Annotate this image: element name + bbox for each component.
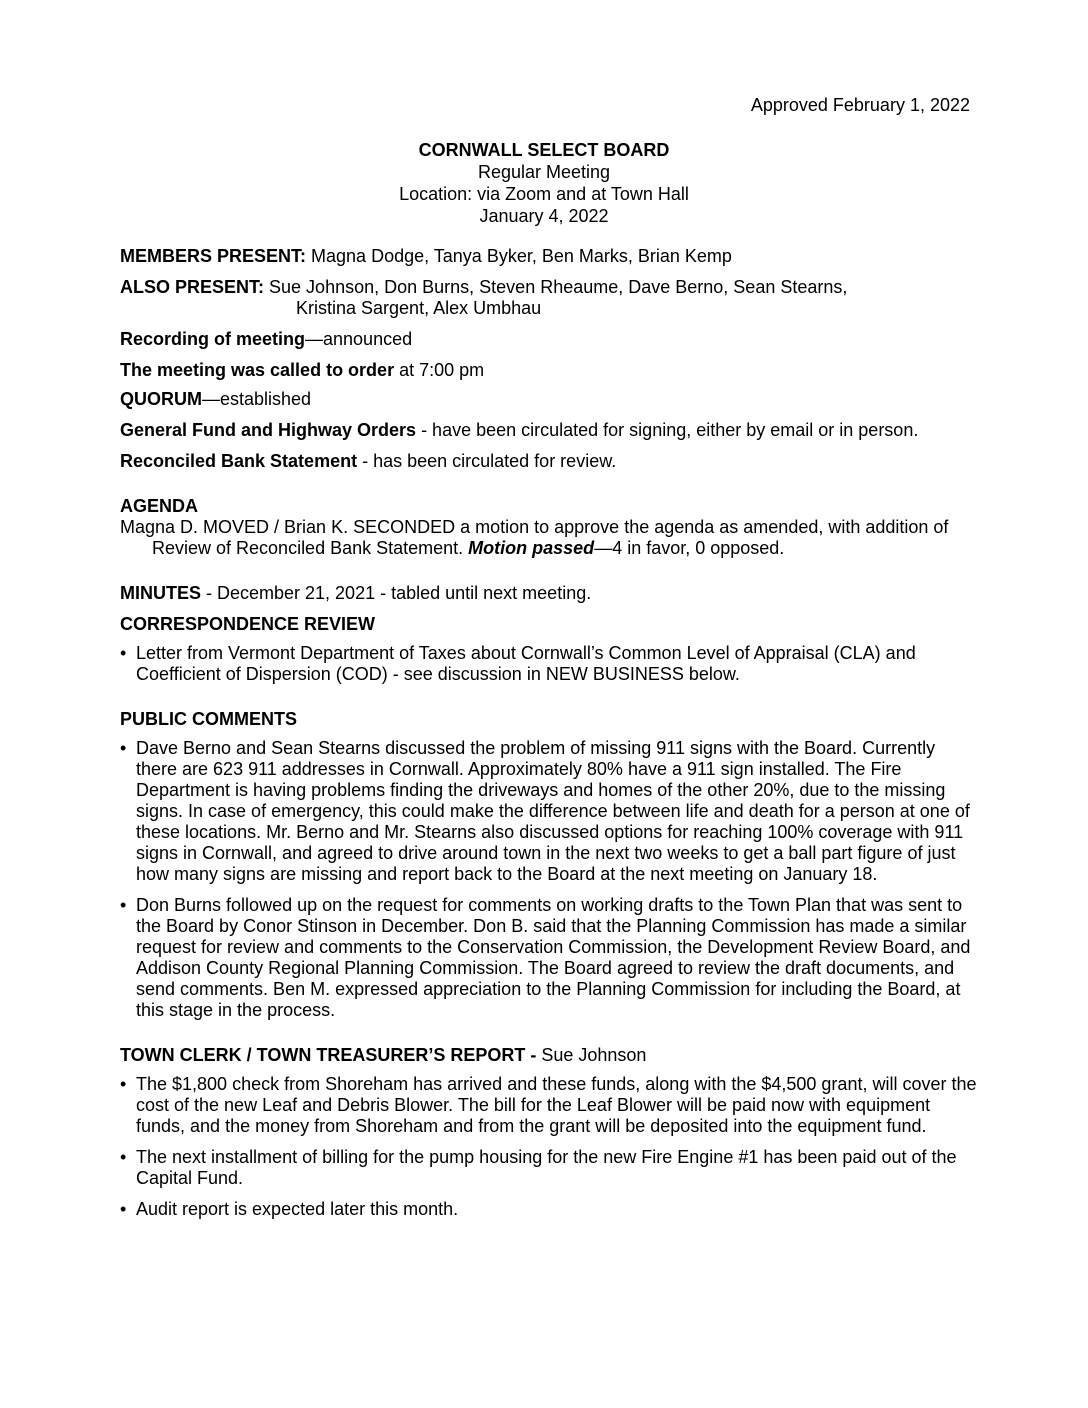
list-item: • Don Burns followed up on the request for comments on working drafts to the Town Plan that was sent to the Board by Conor Stinson in December. Don B. said that the Planning Commission has made a similar request for review and comments to the Conservation Commission, the Development Review Board, and Addison County Regional Planning Commission. The Board agreed to review the draft documents, and send comments. Ben M. expressed appreciation to the Planning Commission for including the Board, at this stage in the process. <box>120 895 980 1021</box>
members-present-label: MEMBERS PRESENT: <box>120 246 307 266</box>
also-present <box>120 277 980 319</box>
also-present-line2: Kristina Sargent, Alex Umbhau <box>296 298 542 318</box>
reconciled-text: - has been circulated for review. <box>357 451 617 471</box>
general-fund-label: General Fund and Highway Orders <box>120 420 417 440</box>
general-fund-text: - have been circulated for signing, either by email or in person. <box>416 420 919 440</box>
agenda-text <box>120 517 980 559</box>
also-present-line1: Sue Johnson, Don Burns, Steven Rheaume, Dave Berno, Sean Stearns, <box>264 277 848 297</box>
quorum-note <box>120 389 980 410</box>
minutes-note <box>120 583 980 604</box>
agenda-motion-passed: Motion passed <box>468 538 595 558</box>
reconciled-label: Reconciled Bank Statement <box>120 451 358 471</box>
document-header <box>0 139 1088 227</box>
public-comments-section <box>120 709 980 1021</box>
reconciled-note <box>120 451 980 472</box>
quorum-text: —established <box>202 389 312 409</box>
list-item: • The next installment of billing for the pump housing for the new Fire Engine #1 has been paid out of the Capital Fund. <box>120 1147 980 1189</box>
list-item: • Dave Berno and Sean Stearns discussed the problem of missing 911 signs with the Board. Currently there are 623 911 addresses in Cornwall. Approximately 80% have a 911 sign installed. The Fire Department is having problems finding the driveways and homes of the other 20%, due to the missing signs. In case of emergency, this could make the difference between life and death for a person at one of these locations. Mr. Berno and Mr. Stearns also discussed options for reaching 100% coverage with 911 signs in Cornwall, and agreed to drive around town in the next two weeks to get a ball part figure of just how many signs are missing and report back to the Board at the next meeting on January 18. <box>120 738 980 885</box>
meeting-type: Regular Meeting <box>477 162 611 182</box>
recording-text: —announced <box>305 329 413 349</box>
call-to-order-text: at 7:00 pm <box>394 360 485 380</box>
minutes-body <box>120 246 980 1220</box>
correspondence-heading: CORRESPONDENCE REVIEW <box>120 614 376 634</box>
list-item: • Audit report is expected later this month. <box>120 1199 980 1220</box>
town-clerk-heading <box>120 1045 980 1066</box>
approval-date: Approved February 1, 2022 <box>750 95 970 115</box>
town-clerk-section <box>120 1045 980 1220</box>
call-to-order <box>120 360 980 381</box>
recording-note <box>120 329 980 350</box>
agenda-motion-text: Magna D. MOVED / Brian K. SECONDED a motion to approve the agenda as amended, with addition of Review of Reconciled Bank Statement. <box>120 517 949 558</box>
meeting-date: January 4, 2022 <box>479 206 609 226</box>
board-title: CORNWALL SELECT BOARD <box>418 140 670 160</box>
minutes-text: - December 21, 2021 - tabled until next meeting. <box>201 583 592 603</box>
town-clerk-name: Sue Johnson <box>541 1045 647 1065</box>
correspondence-section <box>120 614 980 685</box>
public-comments-heading: PUBLIC COMMENTS <box>120 709 297 729</box>
agenda-result: —4 in favor, 0 opposed. <box>594 538 785 558</box>
agenda-section <box>120 496 980 559</box>
also-present-label: ALSO PRESENT: <box>120 277 265 297</box>
general-fund-note <box>120 420 980 441</box>
list-item: • The $1,800 check from Shoreham has arrived and these funds, along with the $4,500 grant, will cover the cost of the new Leaf and Debris Blower. The bill for the Leaf Blower will be paid now with equipment funds, and the money from Shoreham and from the grant will be deposited into the equipment fund. <box>120 1074 980 1137</box>
meeting-location: Location: via Zoom and at Town Hall <box>399 184 689 204</box>
town-clerk-heading-label: TOWN CLERK / TOWN TREASURER’S REPORT - <box>120 1045 542 1065</box>
agenda-heading: AGENDA <box>120 496 199 516</box>
members-present <box>120 246 980 267</box>
minutes-label: MINUTES <box>120 583 201 603</box>
members-present-names: Magna Dodge, Tanya Byker, Ben Marks, Brian Kemp <box>306 246 732 266</box>
list-item: • Letter from Vermont Department of Taxes about Cornwall’s Common Level of Appraisal (CLA) and Coefficient of Dispersion (COD) - see discussion in NEW BUSINESS below. <box>120 643 980 685</box>
call-to-order-label: The meeting was called to order <box>120 360 395 380</box>
recording-label: Recording of meeting <box>120 329 306 349</box>
quorum-label: QUORUM <box>120 389 202 409</box>
